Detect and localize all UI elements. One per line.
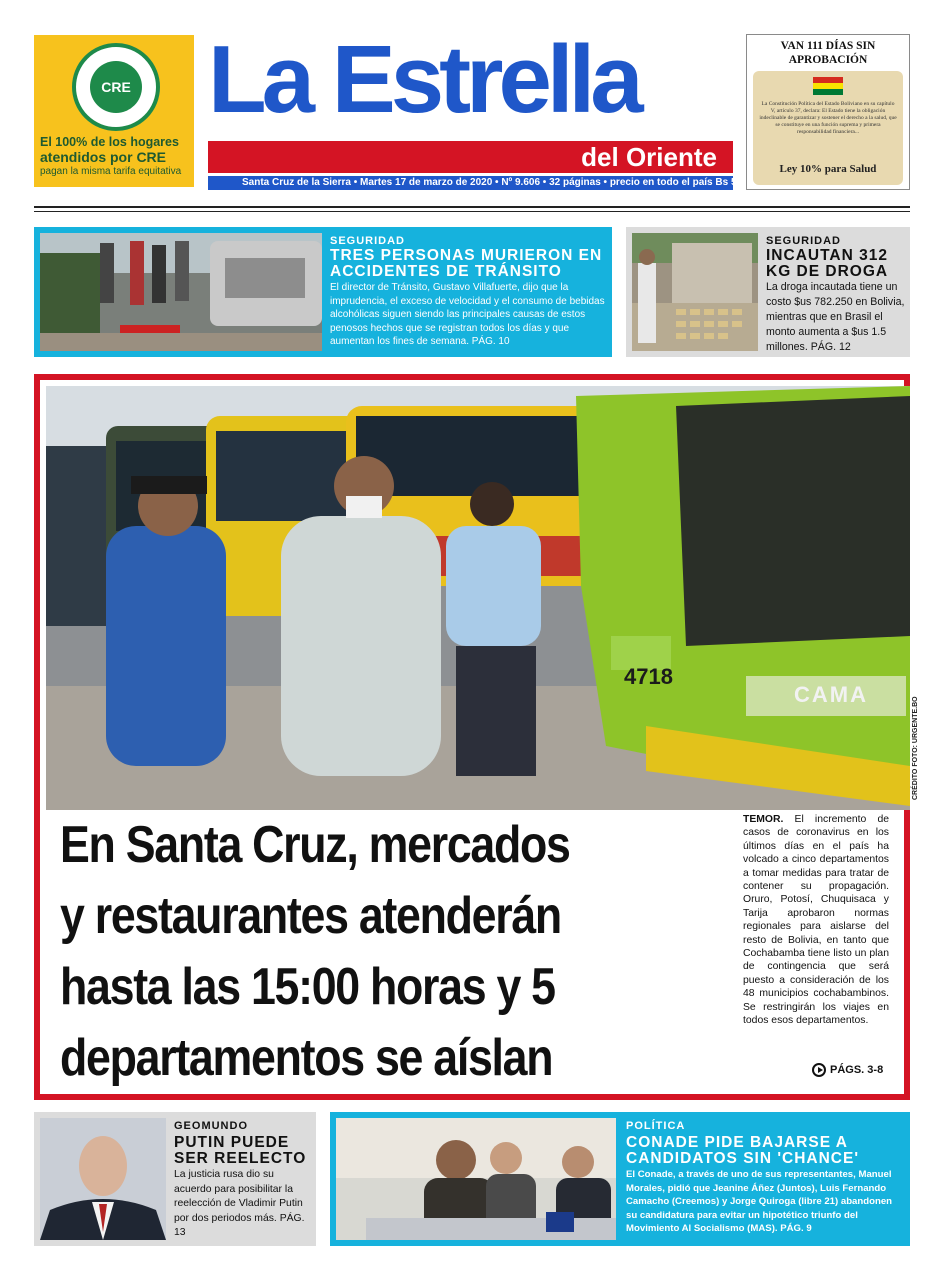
subtitle-bar [208, 141, 733, 173]
cre-ad-line2: atendidos por CRE [40, 149, 167, 165]
ear-headline: VAN 111 DÍAS SIN APROBACIÓN [780, 40, 876, 66]
story-dek: La droga incautada tiene un costo $us 782.250 en Bolivia, mientras que en Brasil el monto aumenta a $us 1.5 millones. PÁG. 12 [766, 281, 905, 353]
star-icon [684, 96, 710, 122]
accident-photo [40, 233, 322, 351]
bus-terminal-photo [46, 386, 910, 810]
story-headline: CONADE PIDE BAJARSE A CANDIDATOS SIN 'CHANCE' [626, 1134, 860, 1167]
scroll-text: La Constitución Política del Estado Boliviano en su capítulo V, artículo 37, declara: El Estado tiene la obligación indeclinable de garantizar y sostener el derecho a la salud, que se constituye en una función suprema y primera responsabilidad financiera... [759, 101, 897, 135]
lead-word: TEMOR. [743, 814, 784, 825]
story-putin[interactable] [34, 1112, 316, 1246]
scroll-parchment [753, 71, 903, 185]
headline-line-1: En Santa Cruz, mercados [60, 816, 570, 874]
story-headline: PUTIN PUEDE SER REELECTO [174, 1134, 307, 1167]
ear-footer: Ley 10% para Salud [779, 163, 877, 175]
dateline: Santa Cruz de la Sierra • Martes 17 de marzo de 2020 • Nº 9.606 • 32 páginas • precio en todo el país Bs 5 [208, 176, 733, 190]
bolivia-flag-icon [813, 77, 843, 95]
story-kicker: SEGURIDAD [766, 235, 842, 247]
story-dek: La justicia rusa dio su acuerdo para posibilitar la reelección de Vladimir Putin por dos periodos más. PÁG. 13 [174, 1169, 305, 1238]
conade-photo [336, 1118, 616, 1240]
story-traffic-accidents[interactable] [34, 227, 612, 357]
story-conade[interactable] [330, 1112, 910, 1246]
cre-logo-text: CRE [90, 61, 142, 113]
bus-label: CAMA [794, 682, 868, 707]
headline-line-3: hasta las 15:00 horas y 5 [60, 958, 555, 1016]
main-pages: PÁGS. 3-8 [830, 1063, 884, 1076]
story-dek: El director de Tránsito, Gustavo Villafuerte, dijo que la imprudencia, el exceso de velocidad y el consumo de bebidas alcohólicas siguen siendo las principales causas de estos penosos hechos que se registran todos los días y que aumentan los fines de semana. PÁG. 10 [330, 282, 605, 347]
main-headline [60, 810, 645, 1094]
cre-ad-line3: pagan la misma tarifa equitativa [40, 166, 182, 177]
masthead-rule-top [34, 206, 910, 208]
newspaper-subtitle: del Oriente [581, 142, 717, 172]
masthead-rule-bottom [34, 211, 910, 212]
story-drug-seizure[interactable] [626, 227, 910, 357]
story-dek: El Conade, a través de uno de sus representantes, Manuel Morales, pidió que Jeanine Áñez (Juntos), Luis Fernando Camacho (Creemos) y Jorge Quiroga (libre 21) abandonen su candidatura para evitar un hipotético triunfo del Movimiento Al Socialismo (MAS). PÁG. 9 [626, 1169, 893, 1234]
story-kicker: POLÍTICA [626, 1120, 686, 1132]
main-body [743, 813, 889, 1028]
story-headline: INCAUTAN 312 KG DE DROGA [766, 247, 889, 280]
story-kicker: SEGURIDAD [330, 235, 406, 247]
play-arrow-icon [812, 1063, 826, 1077]
headline-line-2: y restaurantes atenderán [60, 887, 561, 945]
story-headline: TRES PERSONAS MURIERON EN ACCIDENTES DE TRÁNSITO [330, 247, 603, 280]
cre-advertisement[interactable] [34, 35, 194, 187]
photo-credit: CRÉDITO FOTO: URGENTE.BO [912, 696, 919, 800]
cre-ad-line1: El 100% de los hogares [40, 135, 179, 149]
cre-ad-text [40, 135, 190, 179]
drug-seizure-photo [632, 233, 758, 351]
newspaper-title: La Estrella [208, 26, 639, 133]
cre-logo [72, 43, 160, 131]
putin-photo [40, 1118, 166, 1240]
ear-box-health-law[interactable] [746, 34, 910, 190]
main-pages-link[interactable] [812, 1063, 883, 1077]
headline-line-4: departamentos se aíslan [60, 1029, 553, 1087]
story-kicker: GEOMUNDO [174, 1120, 248, 1132]
bus-number: 4718 [624, 664, 673, 689]
main-body-text: El incremento de casos de coronavirus en los últimos días en el país ha volcado a cinco departamentos a tomar medidas para tratar de contener su propagación. Oruro, Potosí, Chuquisaca y Tarija aprobaron normas regionales para aislarse del resto de Bolivia, en tanto que Cochabamba tiene listo un plan de contingencia que será puesto a consideración de los 48 municipios cochabambinos. Se restringirán los viajes en todos esos departamentos. [743, 814, 889, 1027]
